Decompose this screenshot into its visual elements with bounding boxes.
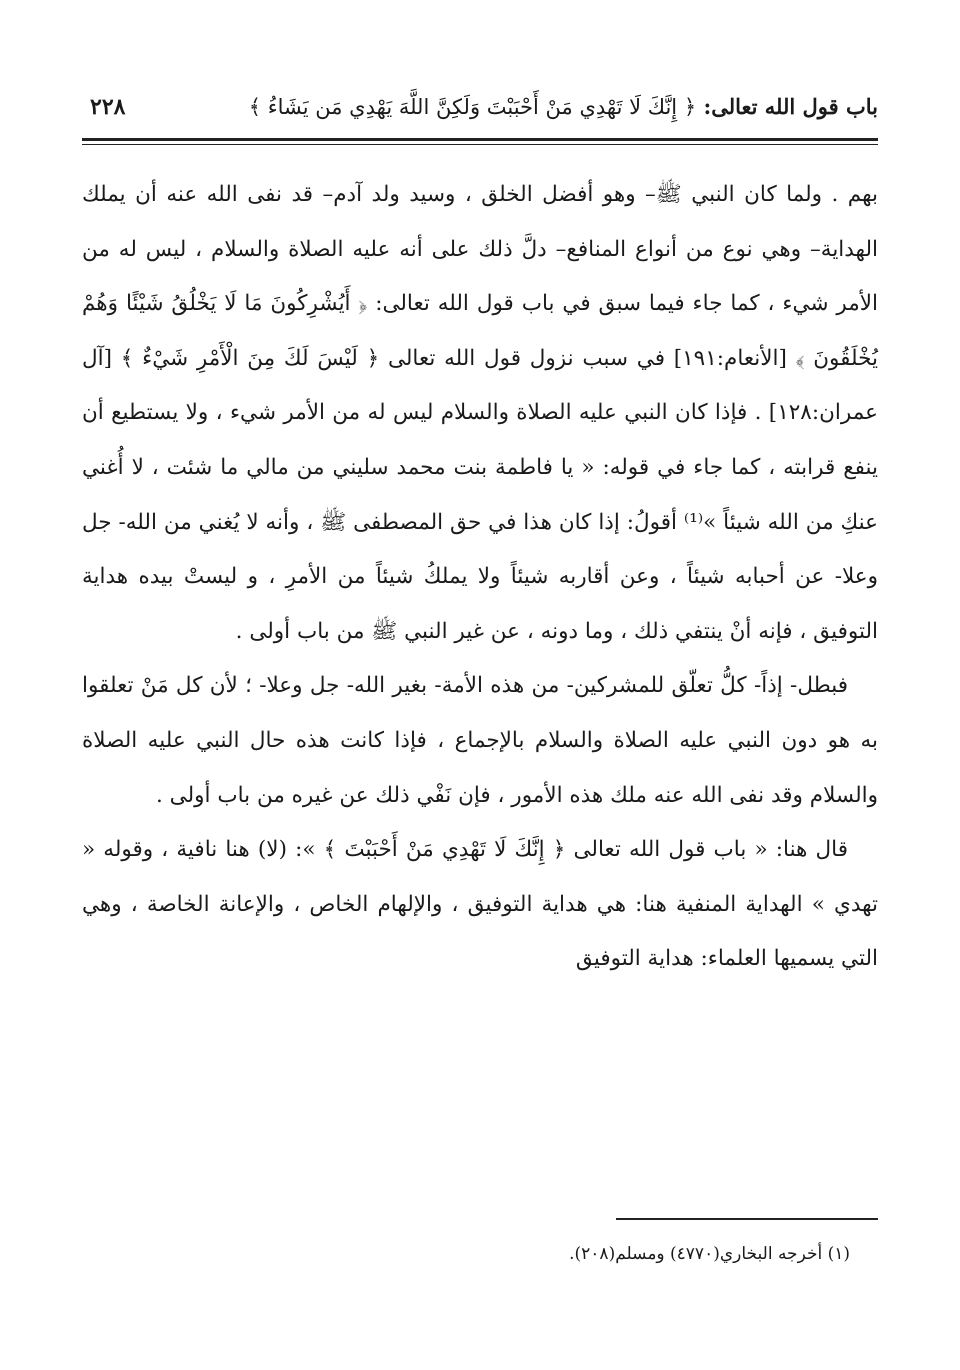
footnote: (١) أخرجه البخاري(٤٧٧٠) ومسلم(٢٠٨). [569, 1244, 850, 1264]
page-header [82, 86, 878, 134]
running-title-prefix: باب قول الله تعالى: [703, 94, 878, 119]
header-rule-thick [82, 138, 878, 141]
footnote-separator [616, 1218, 878, 1220]
body-text [82, 168, 878, 987]
paragraph-3: قال هنا: « باب قول الله تعالى ﴿ إِنَّكَ لَا تَهْدِي مَنْ أَحْبَبْتَ ﴾ »: (لا) هنا نافية ، وقوله « تهدي » الهداية المنفية هنا: هي هداية التوفيق ، والإلهام الخاص ، والإعانة الخاصة ، وهي التي يسميها العلماء: هداية التوفيق [82, 837, 878, 972]
running-title [249, 94, 878, 119]
paragraph-2: فبطل- إذاً- كلُّ تعلّق للمشركين- من هذه الأمة- بغير الله- جل وعلا- ؛ لأن كل مَنْ تعلقوا به هو دون النبي عليه الصلاة والسلام بالإجماع ، فإذا كانت هذه حال النبي عليه الصلاة والسلام وقد نفى الله عنه ملك هذه الأمور ، فإن نَفْي ذلك عن غيره من باب أولى . [82, 673, 878, 808]
header-rule-thin [82, 144, 878, 145]
paragraph-1: بهم . ولما كان النبي ﷺ– وهو أفضل الخلق ، وسيد ولد آدم– قد نفى الله عنه أن يملك الهداية– وهي نوع من أنواع المنافع– دلَّ ذلك على أنه عليه الصلاة والسلام ، ليس له من الأمر شيء ، كما جاء فيما سبق في باب قول الله تعالى: ﴿ أَيُشْرِكُونَ مَا لَا يَخْلُقُ شَيْئًا وَهُمْ يُخْلَقُونَ ﴾ [الأنعام:١٩١] في سبب نزول قول الله تعالى ﴿ لَيْسَ لَكَ مِنَ الْأَمْرِ شَيْءٌ ﴾ [آل عمران:١٢٨] . فإذا كان النبي عليه الصلاة والسلام ليس له من الأمر شيء ، ولا يستطيع أن ينفع قرابته ، كما جاء في قوله: « يا فاطمة بنت محمد سليني من مالي ما شئت ، لا أُغني عنكِ من الله شيئاً »⁽¹⁾ أقولُ: إذا كان هذا في حق المصطفى ﷺ ، وأنه لا يُغني من الله- جل وعلا- عن أحبابه شيئاً ، وعن أقاربه شيئاً ولا يملكُ شيئاً من الأمرِ ، و ليستْ بيده هداية التوفيق ، فإنه أنْ ينتفي ذلك ، وما دونه ، عن غير النبي ﷺ من باب أولى . [82, 182, 878, 644]
page-number: ٢٢٨ [90, 94, 126, 120]
running-title-verse: ﴿ إِنَّكَ لَا تَهْدِي مَنْ أَحْبَبْتَ وَلَكِنَّ اللَّهَ يَهْدِي مَن يَشَاءُ ﴾ [248, 95, 697, 119]
